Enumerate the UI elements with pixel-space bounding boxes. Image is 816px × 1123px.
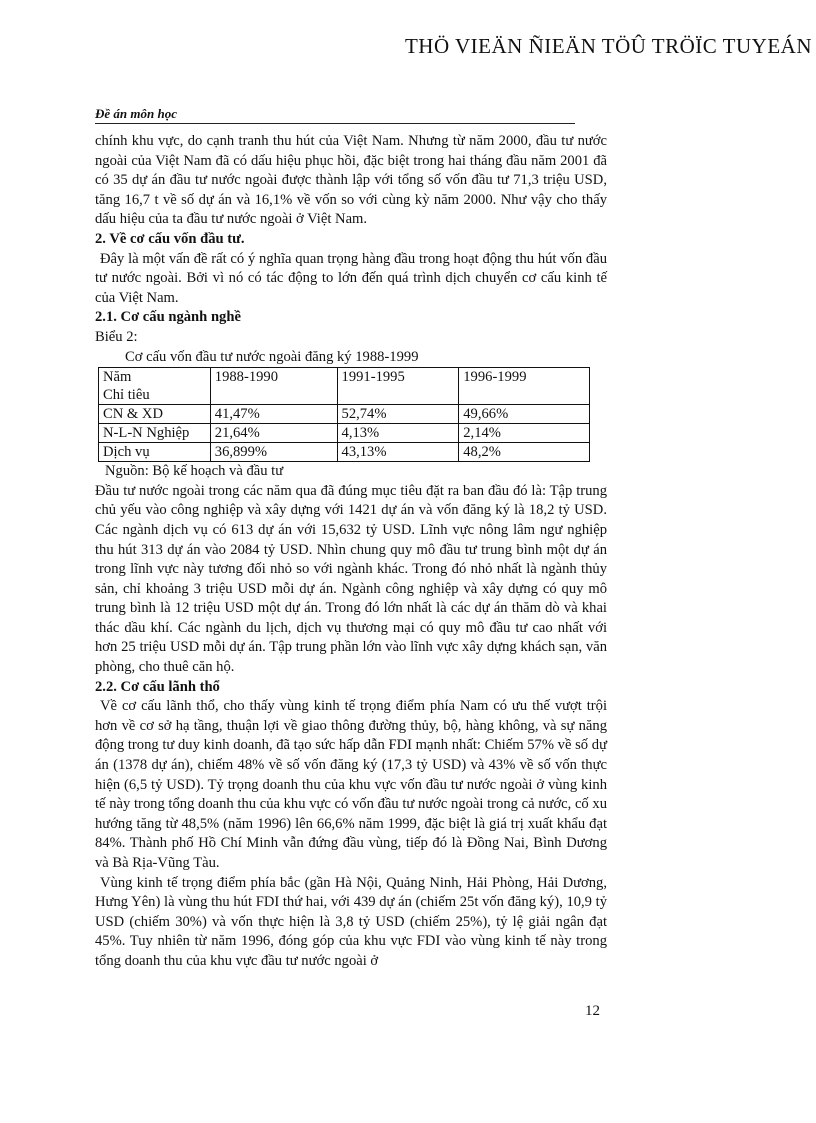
page-number: 12 [585,1003,600,1019]
table-header-row [99,368,590,405]
section-2-1-heading: 2.1. Cơ cấu ngành nghề [95,309,241,326]
page-body [95,132,607,972]
column-header: 1996-1999 [459,368,590,405]
intro-paragraph: chính khu vực, do cạnh tranh thu hút của Việt Nam. Nhưng từ năm 2000, đầu tư nước ngoài của Việt Nam đã có dấu hiệu phục hồi, đặc biệt trong hai tháng đầu năm 2001 đã có 35 dự án đầu tư nước ngoài được thành lập với tổng số vốn đầu tư 71,3 triệu USD, tăng 16,7 t về số dự án và 16,1% về vốn so với cùng kỳ năm 2000. Như vậy cho thấy dấu hiệu của ta đầu tư nước ngoài ở Việt Nam. [95,133,607,228]
chart-label: Biểu 2: [95,328,138,345]
site-header: THÖ VIEÄN ÑIEÄN TÖÛ TRÖÏC TUYEÁN [404,34,812,58]
row-label: N-L-N Nghiệp [99,424,211,443]
table-corner-cell [99,368,211,405]
table-cell: 49,66% [459,405,590,424]
table-cell: 4,13% [337,424,459,443]
table-cell: 41,47% [210,405,337,424]
running-head: Đề án môn học [95,106,575,124]
table-header-year: Năm [103,369,132,386]
table-cell: 43,13% [337,443,459,462]
table-cell: 21,64% [210,424,337,443]
column-header: 1991-1995 [337,368,459,405]
table-cell: 52,74% [337,405,459,424]
row-label: Dịch vụ [99,443,211,462]
table-row [99,443,590,462]
section-2-2-heading: 2.2. Cơ cấu lãnh thổ [95,678,220,695]
section-2-paragraph: Đây là một vấn đề rất có ý nghĩa quan trọng hàng đầu trong hoạt động thu hút vốn đầu tư nước ngoài. Bởi vì nó có tác động to lớn đến quá trình dịch chuyển cơ cấu kinh tế của Việt Nam. [95,250,607,306]
table-header-indicator: Chỉ tiêu [103,387,150,404]
table-cell: 36,899% [210,443,337,462]
section-2-heading: 2. Về cơ cấu vốn đầu tư. [95,230,245,247]
row-label: CN & XD [99,405,211,424]
section-2-1-paragraph: Đầu tư nước ngoài trong các năm qua đã đúng mục tiêu đặt ra ban đầu đó là: Tập trung chủ yếu vào công nghiệp và xây dựng với 1421 dự án và vốn đăng ký là 18,2 tỷ USD. Các ngành dịch vụ có 613 dự án với 15,632 tỷ USD. Lĩnh vực nông lâm ngư nghiệp thu hút 313 dự án vào 2084 tỷ USD. Nhìn chung quy mô đầu tư trung bình một dự án trong lĩnh vực này tương đối nhỏ so với ngành khác. Trong đó nhỏ nhất là ngành thủy sản, chỉ khoảng 3 triệu USD mỗi dự án. Ngành công nghiệp và xây dựng có quy mô trung bình là 12 triệu USD một dự án. Trong đó lớn nhất là các dự án thăm dò và khai thác dầu khí. Các ngành du lịch, dịch vụ thương mại có quy mô đầu tư cao nhất với hơn 25 triệu USD mỗi dự án. Tập trung phần lớn vào lĩnh vực xây dựng khách sạn, văn phòng, cho thuê căn hộ. [95,482,607,676]
table-row [99,424,590,443]
section-2-2-paragraph-2: Vùng kinh tế trọng điểm phía bắc (gần Hà Nội, Quảng Ninh, Hải Phòng, Hải Dương, Hưng Yên) là vùng thu hút FDI thứ hai, với 439 dự án (chiếm 25t vốn đăng ký), 10,9 tỷ USD (chiếm 30%) và vốn thực hiện là 3,8 tỷ USD (chiếm 25%), tỷ lệ giải ngân đạt 45%. Tuy nhiên từ năm 1996, đóng góp của khu vực FDI vào vùng kinh tế này trong tổng doanh thu của khu vực đầu tư nước ngoài ở [95,874,607,969]
column-header: 1988-1990 [210,368,337,405]
table-caption: Cơ cấu vốn đầu tư nước ngoài đăng ký 1988-1999 [125,348,419,365]
table-source: Nguồn: Bộ kế hoạch và đầu tư [105,463,284,480]
investment-structure-table [98,367,590,462]
table-cell: 48,2% [459,443,590,462]
section-2-2-paragraph-1: Về cơ cấu lãnh thổ, cho thấy vùng kinh tế trọng điểm phía Nam có ưu thế vượt trội hơn về cơ sở hạ tầng, thuận lợi về giao thông đường thủy, bộ, hàng không, và sự năng động trong tư duy kinh doanh, đã tạo sức hấp dẫn FDI mạnh nhất: Chiếm 57% về số dự án (1378 dự án), chiếm 48% về số vốn đăng ký (17,3 tỷ USD) và 43% về số vốn thực hiện (6,5 tỷ USD). Tỷ trọng doanh thu của khu vực vốn đầu tư nước ngoài ở vùng kinh tế này trong tổng doanh thu của khu vực có vốn đầu tư nước ngoài trong cả nước, cố xu hướng tăng từ 48,5% (năm 1996) lên 66,6% năm 1999, đặc biệt là giá trị xuất khẩu đạt 84%. Thành phố Hồ Chí Minh vẫn đứng đầu vùng, tiếp đó là Đồng Nai, Bình Dương và Bà Rịa-Vũng Tàu. [95,698,607,871]
table-cell: 2,14% [459,424,590,443]
table-row [99,405,590,424]
